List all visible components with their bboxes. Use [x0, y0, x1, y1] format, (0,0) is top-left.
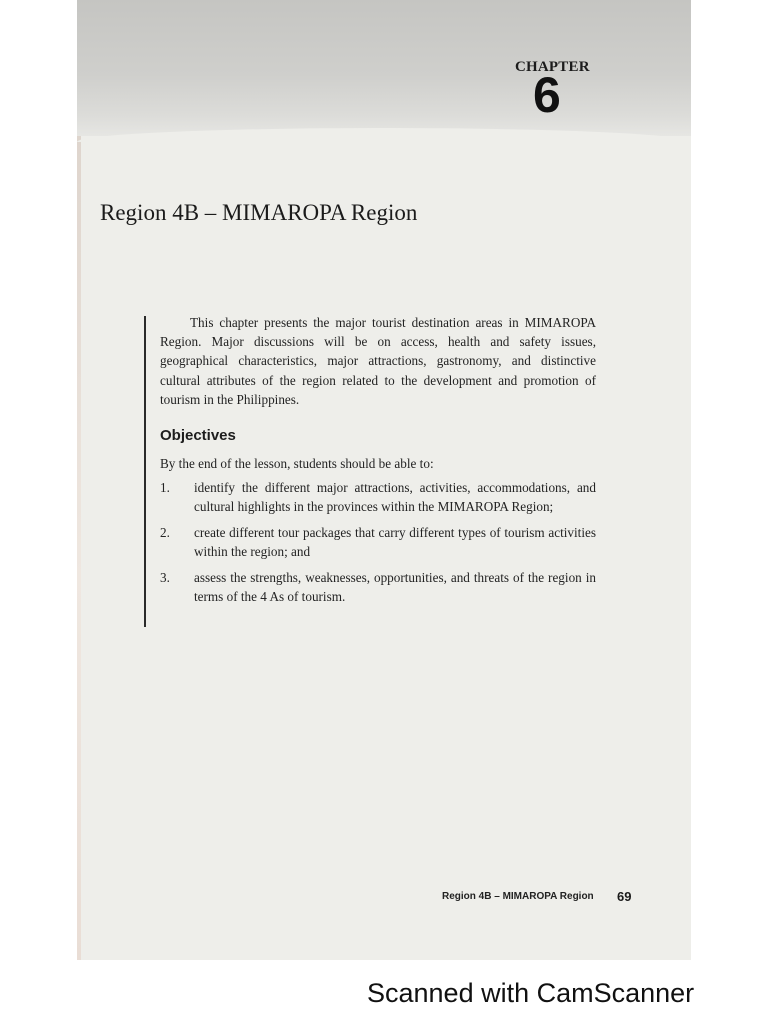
- chapter-header-band: [77, 0, 691, 136]
- objective-item: [160, 523, 596, 561]
- objectives-lead: By the end of the lesson, students should be able to:: [160, 456, 434, 472]
- objective-item: [160, 478, 596, 516]
- chapter-number: 6: [533, 67, 561, 123]
- objective-item: [160, 568, 596, 606]
- book-page: [77, 0, 691, 960]
- objective-number: 3.: [160, 570, 170, 586]
- objective-number: 2.: [160, 525, 170, 541]
- objectives-list: [160, 478, 596, 606]
- objectives-heading: Objectives: [160, 427, 236, 445]
- intro-paragraph: This chapter presents the major tourist destination areas in MIMAROPA Region. Major discussions will be on access, health and safety issues, geographical characteristics, major attractions, gastronomy, and distinctive cultural attributes of the region related to the development and promotion of tourism in the Philippines.: [160, 315, 596, 407]
- objective-text: create different tour packages that carry different types of tourism activities within the region; and: [194, 525, 596, 560]
- objective-text: assess the strengths, weaknesses, opportunities, and threats of the region in terms of the 4 As of tourism.: [194, 570, 596, 605]
- chapter-intro-section: [160, 313, 596, 613]
- chapter-label: CHAPTER: [515, 59, 590, 75]
- page-number: 69: [617, 889, 632, 904]
- intro-vertical-rule: [144, 316, 146, 627]
- objective-number: 1.: [160, 480, 170, 496]
- page-title: Region 4B – MIMAROPA Region: [100, 200, 418, 225]
- page-edge: [77, 0, 81, 960]
- scanner-watermark: Scanned with CamScanner: [367, 978, 695, 1008]
- objective-text: identify the different major attractions, activities, accommodations, and cultural highlights in the provinces within the MIMAROPA Region;: [194, 480, 596, 515]
- footer-running-title: Region 4B – MIMAROPA Region: [442, 891, 594, 902]
